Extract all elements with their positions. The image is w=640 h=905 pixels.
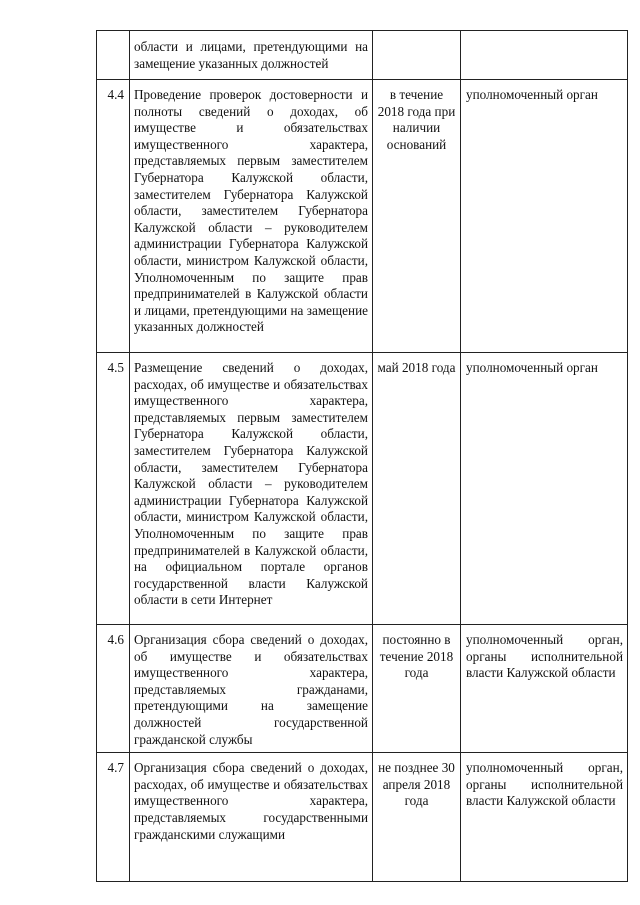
row-number [97,31,130,80]
responsible-cell [461,31,628,80]
measure-description: Проведение проверок достоверности и полноты сведений о доходах, об имуществе и обязательствах имущественного характера, представляемых первым заместителем Губернатора Калужской области, заместителем Губернатора Калужской области, заместителем Губернатора Калужской области – руководителем администрации Губернатора Калужской области, министром Калужской области, Уполномоченным по защите прав предпринимателей в Калужской области и лицами, претендующими на замещение указанных должностей [130,80,373,353]
measure-description: Размещение сведений о доходах, расходах, об имуществе и обязательствах имущественного характера, представляемых первым заместителем Губернатора Калужской области, заместителем Губернатора Калужской области, заместителем Губернатора Калужской области – руководителем администрации Губернатора Калужской области, министром Калужской области, Уполномоченным по защите прав предпринимателей в Калужской области, на официальном портале органов государственной власти Калужской области в сети Интернет [130,353,373,625]
row-number: 4.5 [97,353,130,625]
measures-table [96,30,628,882]
row-number: 4.4 [97,80,130,353]
table-row [97,31,628,80]
measure-description: Организация сбора сведений о доходах, расходах, об имуществе и обязательствах имущественного характера, представляемых государственными гражданскими служащими [130,753,373,882]
responsible-cell: уполномоченный орган, органы исполнительной власти Калужской области [461,753,628,882]
deadline-cell: май 2018 года [373,353,461,625]
measure-description: области и лицами, претендующими на замещение указанных должностей [130,31,373,80]
responsible-cell: уполномоченный орган, органы исполнительной власти Калужской области [461,625,628,753]
deadline-cell: не позднее 30 апреля 2018 года [373,753,461,882]
table-row [97,80,628,353]
table-row [97,753,628,882]
deadline-cell: постоянно в течение 2018 года [373,625,461,753]
measure-description: Организация сбора сведений о доходах, об имуществе и обязательствах имущественного характера, представляемых гражданами, претендующими на замещение должностей государственной гражданской службы [130,625,373,753]
deadline-cell: в течение 2018 года при наличии оснований [373,80,461,353]
row-number: 4.7 [97,753,130,882]
deadline-cell [373,31,461,80]
responsible-cell: уполномоченный орган [461,80,628,353]
table-row [97,625,628,753]
row-number: 4.6 [97,625,130,753]
table-row [97,353,628,625]
responsible-cell: уполномоченный орган [461,353,628,625]
